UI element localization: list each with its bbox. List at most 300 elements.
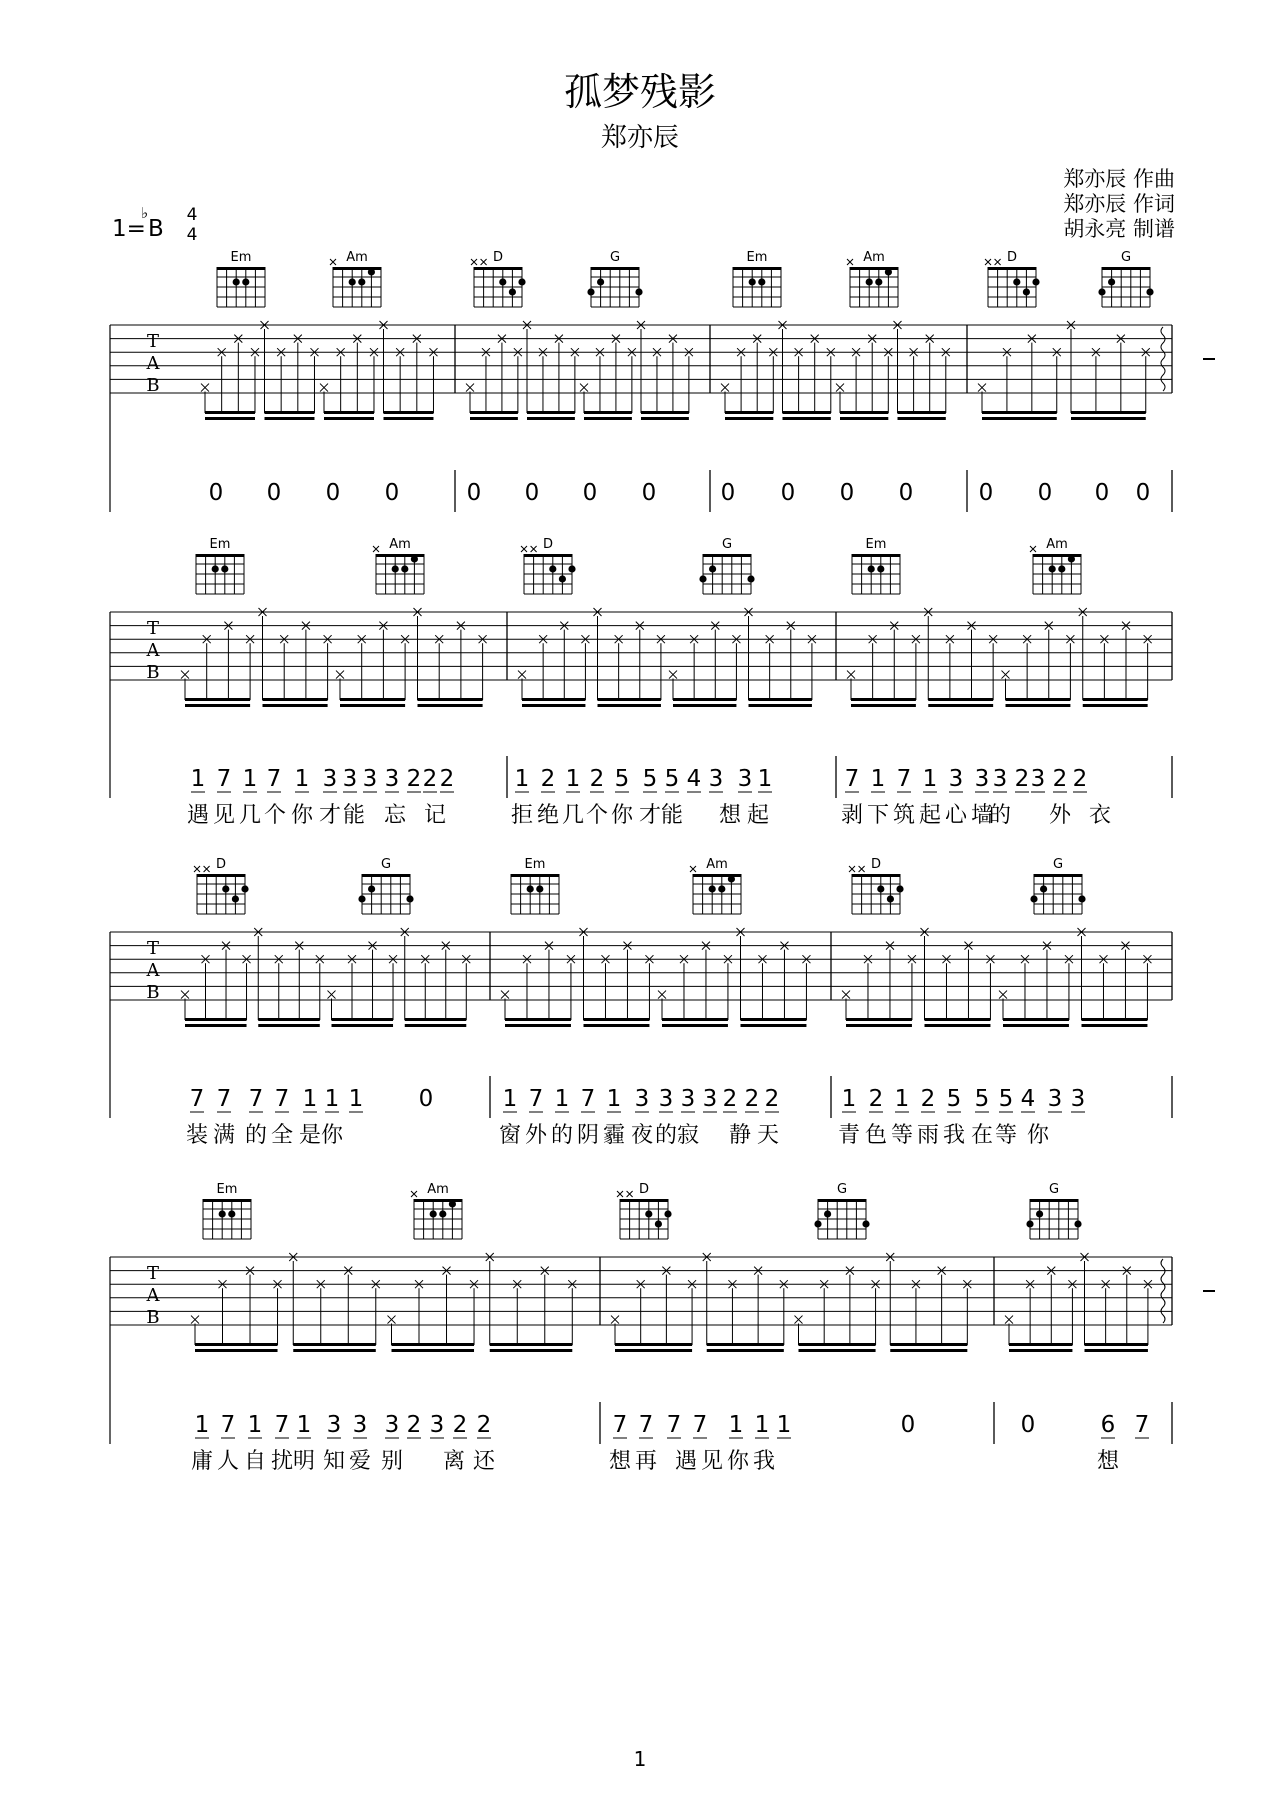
tab-pick-mark	[669, 671, 677, 679]
tab-beam	[1009, 1343, 1072, 1346]
lyric-char: 寂	[676, 1123, 700, 1148]
chord-finger-dot	[875, 278, 882, 285]
chord-name: D	[215, 857, 227, 872]
tab-clef-letter: T	[146, 331, 160, 352]
lyric-char: 外	[524, 1123, 548, 1148]
lyric-char: 自	[243, 1449, 267, 1474]
jianpu-note: 7	[580, 1086, 596, 1112]
tab-pick-mark	[501, 991, 509, 999]
chord-diagram-am	[847, 250, 898, 307]
tab-beam	[293, 1343, 376, 1346]
chord-diagram-g	[814, 1182, 869, 1239]
lyric-char: 还	[472, 1449, 496, 1474]
jianpu-note: 7	[216, 1086, 232, 1112]
chord-nut	[818, 1199, 866, 1202]
chord-finger-dot	[587, 288, 594, 295]
chord-diagram-d	[849, 857, 904, 914]
jianpu-note: 2	[439, 766, 455, 792]
tab-pick-mark	[721, 384, 729, 392]
chord-diagram-g	[1030, 857, 1085, 914]
chord-finger-dot	[877, 885, 884, 892]
chord-mute-mark	[531, 546, 537, 552]
tab-beam	[584, 417, 632, 420]
tab-pick-mark	[320, 384, 328, 392]
chord-mute-mark	[373, 546, 379, 552]
chord-nut	[733, 267, 781, 270]
lyric-char: 才	[318, 803, 342, 828]
tab-beam	[527, 411, 575, 414]
tab-beam	[392, 1343, 475, 1346]
tab-beam	[185, 704, 250, 707]
chord-mute-mark	[330, 259, 336, 265]
tab-beam	[846, 1018, 912, 1021]
chord-finger-dot	[1040, 885, 1047, 892]
lyric-char: 知	[322, 1449, 346, 1474]
tab-beam	[673, 698, 736, 701]
tab-beam	[851, 704, 916, 707]
jianpu-note: 3	[1047, 1086, 1063, 1112]
chord-finger-dot	[885, 268, 892, 275]
tab-beam	[324, 417, 374, 420]
chord-diagram-am	[330, 250, 381, 307]
tab-beam	[925, 1024, 991, 1027]
tab-beam	[418, 704, 483, 707]
chord-finger-dot	[664, 1210, 671, 1217]
chord-name: G	[1048, 1182, 1060, 1197]
chord-finger-dot	[222, 885, 229, 892]
tab-beam	[584, 1024, 650, 1027]
tab-beam	[1082, 1024, 1148, 1027]
tab-beam	[584, 411, 632, 414]
credit-lyricist: 郑亦辰 作词	[1063, 192, 1175, 216]
lyric-char: 的	[988, 803, 1012, 828]
jianpu-note: 4	[1020, 1086, 1036, 1112]
chord-finger-dot	[536, 885, 543, 892]
jianpu-note: 1	[194, 1412, 210, 1438]
jianpu-note: 7	[844, 766, 860, 792]
lyric-char: 绝	[536, 803, 560, 828]
chord-name: D	[542, 537, 554, 552]
jianpu-note: 2	[406, 766, 422, 792]
jianpu-note: 2	[1052, 766, 1068, 792]
jianpu-note: 2	[422, 766, 438, 792]
tab-beam	[749, 698, 812, 701]
chord-mute-mark	[617, 1191, 623, 1197]
jianpu-note: 1	[870, 766, 886, 792]
lyric-char: 遇	[674, 1449, 698, 1474]
lyric-char: 霾	[602, 1123, 626, 1148]
key-flat: ♭	[141, 204, 149, 222]
lyric-char: 见	[212, 803, 236, 828]
tab-beam	[490, 1349, 573, 1352]
chord-name: Am	[1046, 537, 1068, 552]
credit-transcriber: 胡永亮 制谱	[1063, 217, 1175, 241]
lyric-char: 夜	[630, 1123, 654, 1148]
tab-beam	[749, 704, 812, 707]
jianpu-note: 1	[554, 1086, 570, 1112]
tab-beam	[470, 417, 518, 420]
jianpu-note: 3	[1070, 1086, 1086, 1112]
tab-beam	[527, 417, 575, 420]
jianpu-note: 4	[686, 766, 702, 792]
lyric-char: 全	[270, 1123, 294, 1148]
tab-beam	[615, 1349, 692, 1352]
tab-beam	[195, 1349, 278, 1352]
lyric-char: 的	[244, 1123, 268, 1148]
chord-finger-dot	[645, 1210, 652, 1217]
jianpu-note: 5	[974, 1086, 990, 1112]
tab-beam	[1009, 1349, 1072, 1352]
chord-mute-mark	[995, 259, 1001, 265]
chord-mute-mark	[204, 866, 210, 872]
chord-finger-dot	[1058, 565, 1065, 572]
lyric-char: 我	[942, 1123, 966, 1148]
chord-diagram-am	[373, 537, 424, 594]
key-letter: B	[148, 216, 164, 242]
chord-mute-mark	[847, 259, 853, 265]
jianpu-note: 3	[326, 1412, 342, 1438]
chord-finger-dot	[699, 575, 706, 582]
tab-clef-letter: A	[146, 1285, 160, 1306]
chord-mute-mark	[471, 259, 477, 265]
chord-name: Em	[209, 537, 231, 552]
tab-beam	[185, 1024, 247, 1027]
tab-beam	[840, 411, 888, 414]
chord-finger-dot	[219, 1210, 226, 1217]
tab-clef-letter: T	[146, 938, 160, 959]
jianpu-note: 7	[274, 1086, 290, 1112]
tab-pick-mark	[978, 384, 986, 392]
page-number: 1	[633, 1747, 647, 1771]
chord-mute-mark	[481, 259, 487, 265]
jianpu-note: 3	[352, 1412, 368, 1438]
chord-finger-dot	[401, 565, 408, 572]
chord-finger-dot	[1023, 288, 1030, 295]
chord-finger-dot	[358, 278, 365, 285]
credits	[1063, 167, 1175, 241]
chord-nut	[362, 874, 410, 877]
chord-nut	[196, 554, 244, 557]
lyric-char: 装	[185, 1123, 209, 1148]
tab-beam	[982, 411, 1057, 414]
chord-finger-dot	[221, 565, 228, 572]
chord-diagram-d	[521, 537, 576, 594]
jianpu-note: 1	[841, 1086, 857, 1112]
tab-clef-letter: B	[146, 982, 160, 1003]
tab-pick-mark	[201, 384, 209, 392]
tab-beam	[615, 1343, 692, 1346]
chord-diagram-am	[690, 857, 741, 914]
lyric-char: 你	[726, 1449, 750, 1474]
jianpu-note: 1	[728, 1412, 744, 1438]
lyric-char: 离	[442, 1449, 466, 1474]
time-signature-bottom: 4	[186, 225, 198, 245]
lyric-char: 是	[298, 1123, 322, 1148]
tab-beam	[1085, 1349, 1148, 1352]
tab-beam	[1083, 698, 1148, 701]
jianpu-note: 1	[296, 1412, 312, 1438]
lyric-char: 见	[700, 1449, 724, 1474]
chord-finger-dot	[518, 278, 525, 285]
tab-beam	[890, 1349, 967, 1352]
lyric-char: 人	[216, 1449, 240, 1474]
chord-mute-mark	[690, 866, 696, 872]
chord-finger-dot	[430, 1210, 437, 1217]
jianpu-note: 3	[658, 1086, 674, 1112]
chord-finger-dot	[709, 885, 716, 892]
jianpu-note: 0	[266, 480, 282, 506]
lyric-char: 等	[994, 1123, 1018, 1148]
jianpu-note: 0	[898, 480, 914, 506]
jianpu-note: 1	[922, 766, 938, 792]
chord-name: D	[1006, 250, 1018, 265]
tab-beam	[1003, 1018, 1069, 1021]
chord-name: Em	[746, 250, 768, 265]
jianpu-note: 7	[692, 1412, 708, 1438]
jianpu-note: 0	[1037, 480, 1053, 506]
chord-mute-mark	[859, 866, 865, 872]
jianpu-note: 3	[342, 766, 358, 792]
chord-diagram-d	[194, 857, 249, 914]
tab-beam	[205, 411, 255, 414]
chord-name: G	[1052, 857, 1064, 872]
chord-finger-dot	[1026, 1220, 1033, 1227]
jianpu-note: 0	[1020, 1412, 1036, 1438]
jianpu-note: 3	[948, 766, 964, 792]
jianpu-note: 3	[680, 1086, 696, 1112]
jianpu-note: 7	[612, 1412, 628, 1438]
jianpu-note: 3	[384, 1412, 400, 1438]
tab-beam	[324, 411, 374, 414]
chord-finger-dot	[1098, 288, 1105, 295]
chord-finger-dot	[635, 288, 642, 295]
lyric-char: 静	[728, 1123, 752, 1148]
tab-pick-mark	[181, 991, 189, 999]
chord-diagram-d	[985, 250, 1040, 307]
tab-beam	[707, 1349, 784, 1352]
chord-finger-dot	[709, 565, 716, 572]
chord-nut	[524, 554, 572, 557]
tab-pick-mark	[847, 671, 855, 679]
jianpu-note: 1	[757, 766, 773, 792]
jianpu-note: 1	[514, 766, 530, 792]
lyric-char: 的	[654, 1123, 678, 1148]
tab-pick-mark	[466, 384, 474, 392]
tab-beam	[265, 411, 315, 414]
jianpu-note: 2	[744, 1086, 760, 1112]
chord-finger-dot	[439, 1210, 446, 1217]
chord-finger-dot	[212, 565, 219, 572]
tab-beam	[598, 698, 661, 701]
chord-name: G	[380, 857, 392, 872]
lyric-char: 别	[380, 1449, 404, 1474]
chord-finger-dot	[896, 885, 903, 892]
chord-finger-dot	[749, 278, 756, 285]
chord-diagram-em	[196, 537, 244, 594]
chord-name: Em	[865, 537, 887, 552]
lyric-char: 你	[1026, 1123, 1050, 1148]
jianpu-note: 3	[974, 766, 990, 792]
tab-clef-letter: A	[146, 353, 160, 374]
chord-finger-dot	[728, 875, 735, 882]
lyric-char: 剥	[840, 803, 864, 828]
tab-beam	[258, 1024, 320, 1027]
lyric-char: 你	[610, 803, 634, 828]
lyric-char: 的	[550, 1123, 574, 1148]
tab-system-4	[110, 1253, 1215, 1474]
tab-beam	[340, 704, 405, 707]
jianpu-note: 7	[638, 1412, 654, 1438]
tab-beam	[898, 411, 946, 414]
chord-finger-dot	[1036, 1210, 1043, 1217]
tab-beam	[641, 411, 689, 414]
tab-beam	[741, 1018, 807, 1021]
chord-name: G	[721, 537, 733, 552]
chord-mute-mark	[521, 546, 527, 552]
chord-name: Em	[230, 250, 252, 265]
chord-diagram-g	[1026, 1182, 1081, 1239]
tab-beam	[405, 1018, 467, 1021]
jianpu-note: 1	[606, 1086, 622, 1112]
tab-system-3	[110, 928, 1172, 1148]
chord-finger-dot	[1068, 555, 1075, 562]
chord-finger-dot	[1049, 565, 1056, 572]
tab-beam	[928, 704, 993, 707]
jianpu-note: 3	[702, 1086, 718, 1112]
lyric-char: 记	[423, 803, 447, 828]
chord-finger-dot	[887, 895, 894, 902]
tab-beam	[840, 417, 888, 420]
chord-finger-dot	[228, 1210, 235, 1217]
chord-name: D	[638, 1182, 650, 1197]
jianpu-note: 7	[216, 766, 232, 792]
jianpu-note: 7	[528, 1086, 544, 1112]
tab-beam	[505, 1018, 571, 1021]
lyric-char: 在	[970, 1123, 994, 1148]
lyric-char: 筑	[892, 803, 916, 828]
tab-beam	[332, 1018, 394, 1021]
jianpu-note: 5	[664, 766, 680, 792]
lyric-char: 下	[866, 803, 890, 828]
jianpu-note: 0	[641, 480, 657, 506]
lyric-char: 起	[746, 803, 770, 828]
jianpu-note: 0	[418, 1086, 434, 1112]
chord-diagram-em	[852, 537, 900, 594]
jianpu-note: 3	[1030, 766, 1046, 792]
key-one: 1=	[112, 216, 146, 242]
tab-beam	[205, 417, 255, 420]
tab-beam	[982, 417, 1057, 420]
credit-composer: 郑亦辰 作曲	[1063, 167, 1175, 191]
jianpu-note: 0	[839, 480, 855, 506]
chord-name: Am	[427, 1182, 449, 1197]
chord-finger-dot	[747, 575, 754, 582]
jianpu-note: 7	[1134, 1412, 1150, 1438]
chord-nut	[203, 1199, 251, 1202]
chord-name: Am	[346, 250, 368, 265]
chord-nut	[591, 267, 639, 270]
jianpu-note: 1	[242, 766, 258, 792]
tab-beam	[405, 1024, 467, 1027]
tab-beam	[641, 417, 689, 420]
tab-pick-mark	[999, 991, 1007, 999]
chord-name: D	[492, 250, 504, 265]
lyric-char: 满	[212, 1123, 236, 1148]
tab-beam	[263, 704, 328, 707]
tab-beam	[1006, 698, 1071, 701]
lyric-char: 几	[561, 803, 585, 828]
tab-pick-mark	[658, 991, 666, 999]
chord-finger-dot	[406, 895, 413, 902]
chord-finger-dot	[527, 885, 534, 892]
chord-finger-dot	[392, 565, 399, 572]
jianpu-note: 2	[1072, 766, 1088, 792]
tab-beam	[332, 1024, 394, 1027]
jianpu-note: 2	[920, 1086, 936, 1112]
chord-finger-dot	[559, 575, 566, 582]
jianpu-note: 2	[406, 1412, 422, 1438]
lyric-char: 起	[918, 803, 942, 828]
jianpu-note: 7	[896, 766, 912, 792]
tab-pick-mark	[191, 1316, 199, 1324]
chord-finger-dot	[1032, 278, 1039, 285]
jianpu-note: 0	[582, 480, 598, 506]
jianpu-note: 5	[998, 1086, 1014, 1112]
chord-finger-dot	[1146, 288, 1153, 295]
tab-beam	[707, 1343, 784, 1346]
jianpu-note: 1	[894, 1086, 910, 1112]
song-title: 孤梦残影	[563, 70, 717, 114]
chord-finger-dot	[509, 288, 516, 295]
jianpu-note: 5	[642, 766, 658, 792]
chord-nut	[703, 554, 751, 557]
lyric-char: 扰	[270, 1449, 294, 1474]
chord-finger-dot	[814, 1220, 821, 1227]
jianpu-note: 2	[1014, 766, 1030, 792]
arpeggio-mark	[1161, 327, 1165, 391]
chord-finger-dot	[449, 1200, 456, 1207]
jianpu-note: 1	[302, 1086, 318, 1112]
tab-clef-letter: B	[146, 375, 160, 396]
chord-name: Am	[863, 250, 885, 265]
chord-finger-dot	[499, 278, 506, 285]
chord-finger-dot	[655, 1220, 662, 1227]
jianpu-note: 1	[776, 1412, 792, 1438]
lyric-char: 明	[292, 1449, 316, 1474]
tab-beam	[799, 1343, 876, 1346]
chord-finger-dot	[368, 268, 375, 275]
tab-pick-mark	[795, 1316, 803, 1324]
jianpu-note: 1	[502, 1086, 518, 1112]
tab-beam	[470, 411, 518, 414]
lyric-char: 你	[290, 803, 314, 828]
chord-diagram-d	[617, 1182, 672, 1239]
jianpu-note: 7	[189, 1086, 205, 1112]
tab-beam	[185, 1018, 247, 1021]
tab-beam	[340, 698, 405, 701]
chord-finger-dot	[358, 895, 365, 902]
chord-nut	[1034, 874, 1082, 877]
tab-beam	[293, 1349, 376, 1352]
lyric-char: 等	[890, 1123, 914, 1148]
tab-beam	[195, 1343, 278, 1346]
lyric-char: 外	[1048, 803, 1072, 828]
tab-beam	[741, 1024, 807, 1027]
lyric-char: 再	[634, 1449, 658, 1474]
jianpu-note: 3	[992, 766, 1008, 792]
time-signature-top: 4	[186, 205, 198, 225]
tab-pick-mark	[580, 384, 588, 392]
